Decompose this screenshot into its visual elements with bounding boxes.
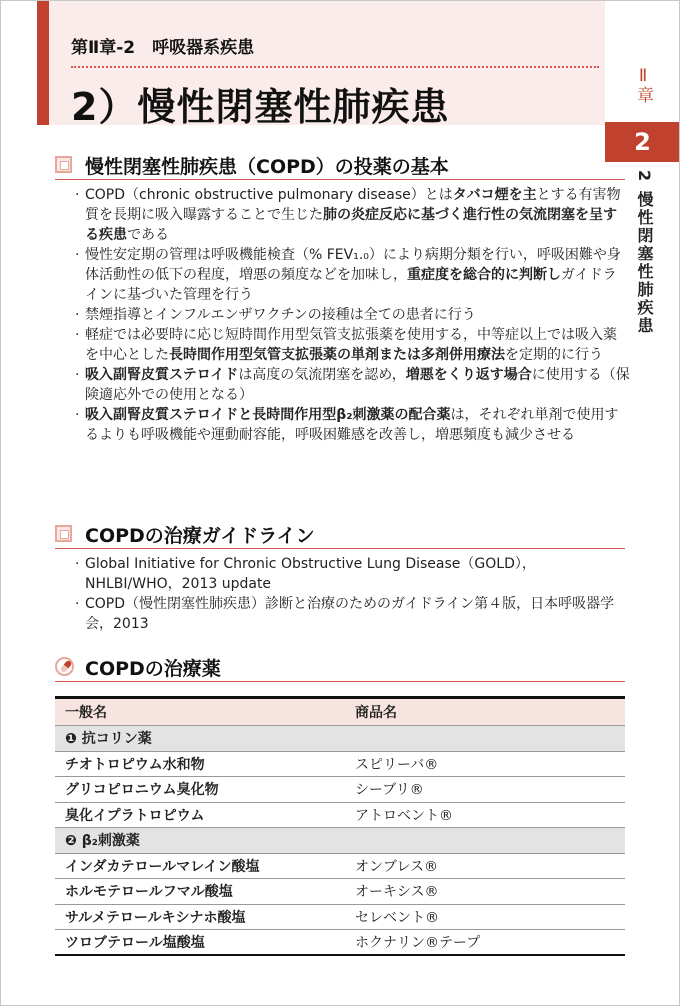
category-row <box>55 726 625 752</box>
table-row <box>55 930 625 956</box>
generic-name: サルメテロールキシナホ酸塩 <box>55 904 345 930</box>
guidelines-list <box>85 554 630 634</box>
generic-name: ツロブテロール塩酸塩 <box>55 930 345 956</box>
list-item <box>85 594 630 634</box>
emphasis-text: タバコ煙を主 <box>452 187 537 203</box>
section-title: COPDの治療薬 <box>85 658 221 680</box>
category-label: ❷ β₂刺激薬 <box>55 828 625 854</box>
text: COPD（chronic obstructive pulmonary disease）とは <box>85 187 453 203</box>
list-item <box>85 554 630 594</box>
table-row <box>55 751 625 777</box>
text: ガイドラインに基づいた管理を行う <box>85 267 617 303</box>
chapter-header <box>37 0 605 129</box>
section-heading-guidelines <box>55 521 625 549</box>
text: 慢性安定期の管理は呼吸機能検査（% FEV₁.₀）により病期分類を行い，呼吸困難や身体活動性の低下の程度，増悪の頻度などを加味し， <box>85 247 621 283</box>
brand-name: スピリーバ® <box>345 751 625 777</box>
drug-table <box>55 696 625 956</box>
generic-name: 臭化イプラトロピウム <box>55 802 345 828</box>
emphasis-text: 吸入副腎皮質ステロイドと長時間作用型β₂刺激薬の配合薬 <box>85 407 451 423</box>
side-section-title: 2 慢性閉塞性肺疾患 <box>635 170 654 335</box>
generic-name: グリコピロニウム臭化物 <box>55 777 345 803</box>
brand-name: シーブリ® <box>345 777 625 803</box>
side-chapter: Ⅱ章 <box>633 66 653 103</box>
text: 禁煙指導とインフルエンザワクチンの接種は全ての患者に行う <box>85 307 476 323</box>
emphasis-text: 肺の炎症反応に基づく進行性の気流閉塞を呈する疾患 <box>85 207 617 243</box>
brand-name: アトロベント® <box>345 802 625 828</box>
square-bullet-icon <box>55 525 72 542</box>
brand-name: オンブレス® <box>345 853 625 879</box>
table-row <box>55 853 625 879</box>
section-heading-drugs <box>55 654 625 682</box>
basics-list <box>85 185 630 445</box>
list-item <box>85 245 630 305</box>
list-item <box>85 365 630 405</box>
emphasis-text: 重症度を総合的に判断し <box>407 267 561 283</box>
list-item <box>85 325 630 365</box>
emphasis-text: 吸入副腎皮質ステロイド <box>85 367 239 383</box>
table-row <box>55 904 625 930</box>
emphasis-text: 長時間作用型気管支拡張薬の単剤または多剤併用療法 <box>169 347 505 363</box>
generic-name: ホルモテロールフマル酸塩 <box>55 879 345 905</box>
list-item <box>85 405 630 445</box>
text: に使用する（保険適応外での使用となる） <box>85 367 630 403</box>
column-header-brand: 商品名 <box>345 698 625 726</box>
section-title: COPDの治療ガイドライン <box>85 525 315 547</box>
table-row <box>55 802 625 828</box>
text: は，それぞれ単剤で使用するよりも呼吸機能や運動耐容能，呼吸困難感を改善し，増悪頻度も減少させる <box>85 407 619 443</box>
pill-icon <box>55 657 74 676</box>
brand-name: セレベント® <box>345 904 625 930</box>
text: とする有害物質を長期に吸入曝露することで生じた <box>85 187 621 223</box>
section-title: 慢性閉塞性肺疾患（COPD）の投薬の基本 <box>85 156 449 178</box>
list-item <box>85 305 630 325</box>
generic-name: インダカテロールマレイン酸塩 <box>55 853 345 879</box>
brand-name: ホクナリン®テープ <box>345 930 625 956</box>
column-header-generic: 一般名 <box>55 698 345 726</box>
section-heading-basics <box>55 152 625 180</box>
page-title: 2）慢性閉塞性肺疾患 <box>71 85 450 129</box>
text: COPD（慢性閉塞性肺疾患）診断と治療のためのガイドライン第４版，日本呼吸器学会，2013 <box>85 596 615 632</box>
chapter-label: 第Ⅱ章-2 呼吸器系疾患 <box>71 38 255 58</box>
emphasis-text: 増悪をくり返す場合 <box>405 367 532 383</box>
text: 軽症では必要時に応じ短時間作用型気管支拡張薬を使用する，中等症以上では吸入薬を中心とした <box>85 327 617 363</box>
list-item <box>85 185 630 245</box>
category-row <box>55 828 625 854</box>
category-label: ❶ 抗コリン薬 <box>55 726 625 752</box>
text: は高度の気流閉塞を認め， <box>238 367 406 383</box>
table-row <box>55 879 625 905</box>
text: Global Initiative for Chronic Obstructive Lung Disease（GOLD），NHLBI/WHO，2013 update <box>85 556 536 592</box>
brand-name: オーキシス® <box>345 879 625 905</box>
square-bullet-icon <box>55 156 72 173</box>
text: である <box>127 227 169 243</box>
table-row <box>55 777 625 803</box>
text: を定期的に行う <box>505 347 603 363</box>
side-section-number[interactable]: 2 <box>605 122 680 162</box>
generic-name: チオトロピウム水和物 <box>55 751 345 777</box>
dotted-divider <box>71 66 599 68</box>
